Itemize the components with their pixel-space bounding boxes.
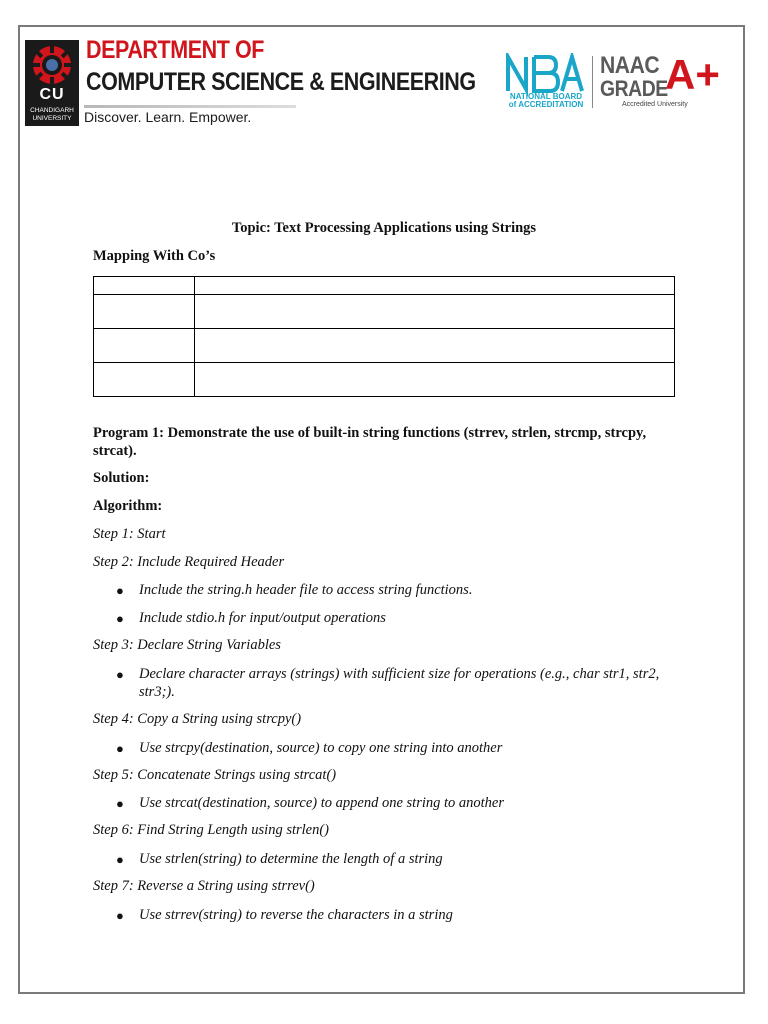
list-item: Include the string.h header file to access string functions. — [139, 582, 473, 598]
cu-logo-letters: CU — [39, 86, 65, 103]
department-title-line1: DEPARTMENT OF — [86, 36, 264, 64]
bullet-dot: ● — [116, 611, 124, 626]
table-cell — [94, 277, 195, 295]
mapping-heading: Mapping With Co’s — [93, 248, 216, 264]
department-title-line2: COMPUTER SCIENCE & ENGINEERING — [86, 68, 476, 96]
cu-logo-sub-1: CHANDIGARH — [30, 107, 74, 114]
bullet-dot: ● — [116, 667, 124, 682]
table-cell — [195, 295, 675, 329]
co-mapping-table — [93, 276, 675, 397]
step-title: Step 7: Reverse a String using strrev() — [93, 878, 315, 894]
cu-logo-sub-2: UNIVERSITY — [32, 115, 72, 122]
cu-logo — [25, 40, 79, 126]
nba-caption-line1: NATIONAL BOARD — [509, 92, 583, 101]
list-item: Use strcat(destination, source) to append one string to another — [139, 795, 505, 811]
naac-grade-label: GRADE — [600, 76, 668, 101]
topic-heading: Topic: Text Processing Applications using Strings — [231, 220, 537, 236]
table-cell — [195, 363, 675, 397]
table-row — [94, 363, 675, 397]
step-title: Step 5: Concatenate Strings using strcat() — [93, 767, 337, 783]
naac-label: NAAC — [600, 52, 660, 79]
table-row — [94, 277, 675, 295]
table-cell — [195, 329, 675, 363]
cu-gear-emblem-icon — [31, 44, 73, 86]
table-cell — [94, 329, 195, 363]
bullet-dot: ● — [116, 741, 124, 756]
step-title: Step 3: Declare String Variables — [93, 637, 281, 653]
table-cell — [94, 363, 195, 397]
program-title: Program 1: Demonstrate the use of built-in string functions (strrev, strlen, strcmp, strcpy, strcat). — [93, 425, 647, 459]
naac-grade-value: A+ — [665, 51, 720, 98]
solution-label: Solution: — [93, 470, 150, 486]
step-title: Step 4: Copy a String using strcpy() — [93, 711, 302, 727]
table-row — [94, 295, 675, 329]
bullet-dot: ● — [116, 852, 124, 867]
table-cell — [94, 295, 195, 329]
list-item: Use strrev(string) to reverse the characters in a string — [139, 907, 453, 923]
bullet-dot: ● — [116, 583, 124, 598]
list-item: Include stdio.h for input/output operations — [139, 610, 386, 626]
list-item: Declare character arrays (strings) with sufficient size for operations (e.g., char str1, str2, str3;). — [139, 666, 660, 700]
bullet-dot: ● — [116, 796, 124, 811]
list-item: Use strcpy(destination, source) to copy one string into another — [139, 740, 503, 756]
header-rule — [84, 105, 296, 108]
algorithm-label: Algorithm: — [93, 498, 163, 514]
naac-caption: Accredited University — [622, 101, 688, 108]
nba-caption — [504, 93, 588, 109]
table-row — [94, 329, 675, 363]
bullet-dot: ● — [116, 908, 124, 923]
table-cell — [195, 277, 675, 295]
step-title: Step 1: Start — [93, 526, 166, 542]
nba-caption-line2: of ACCREDITATION — [508, 100, 584, 109]
logo-divider — [592, 56, 593, 108]
tagline: Discover. Learn. Empower. — [84, 109, 252, 125]
list-item: Use strlen(string) to determine the length of a string — [139, 851, 443, 867]
step-title: Step 2: Include Required Header — [93, 554, 285, 570]
step-title: Step 6: Find String Length using strlen() — [93, 822, 330, 838]
